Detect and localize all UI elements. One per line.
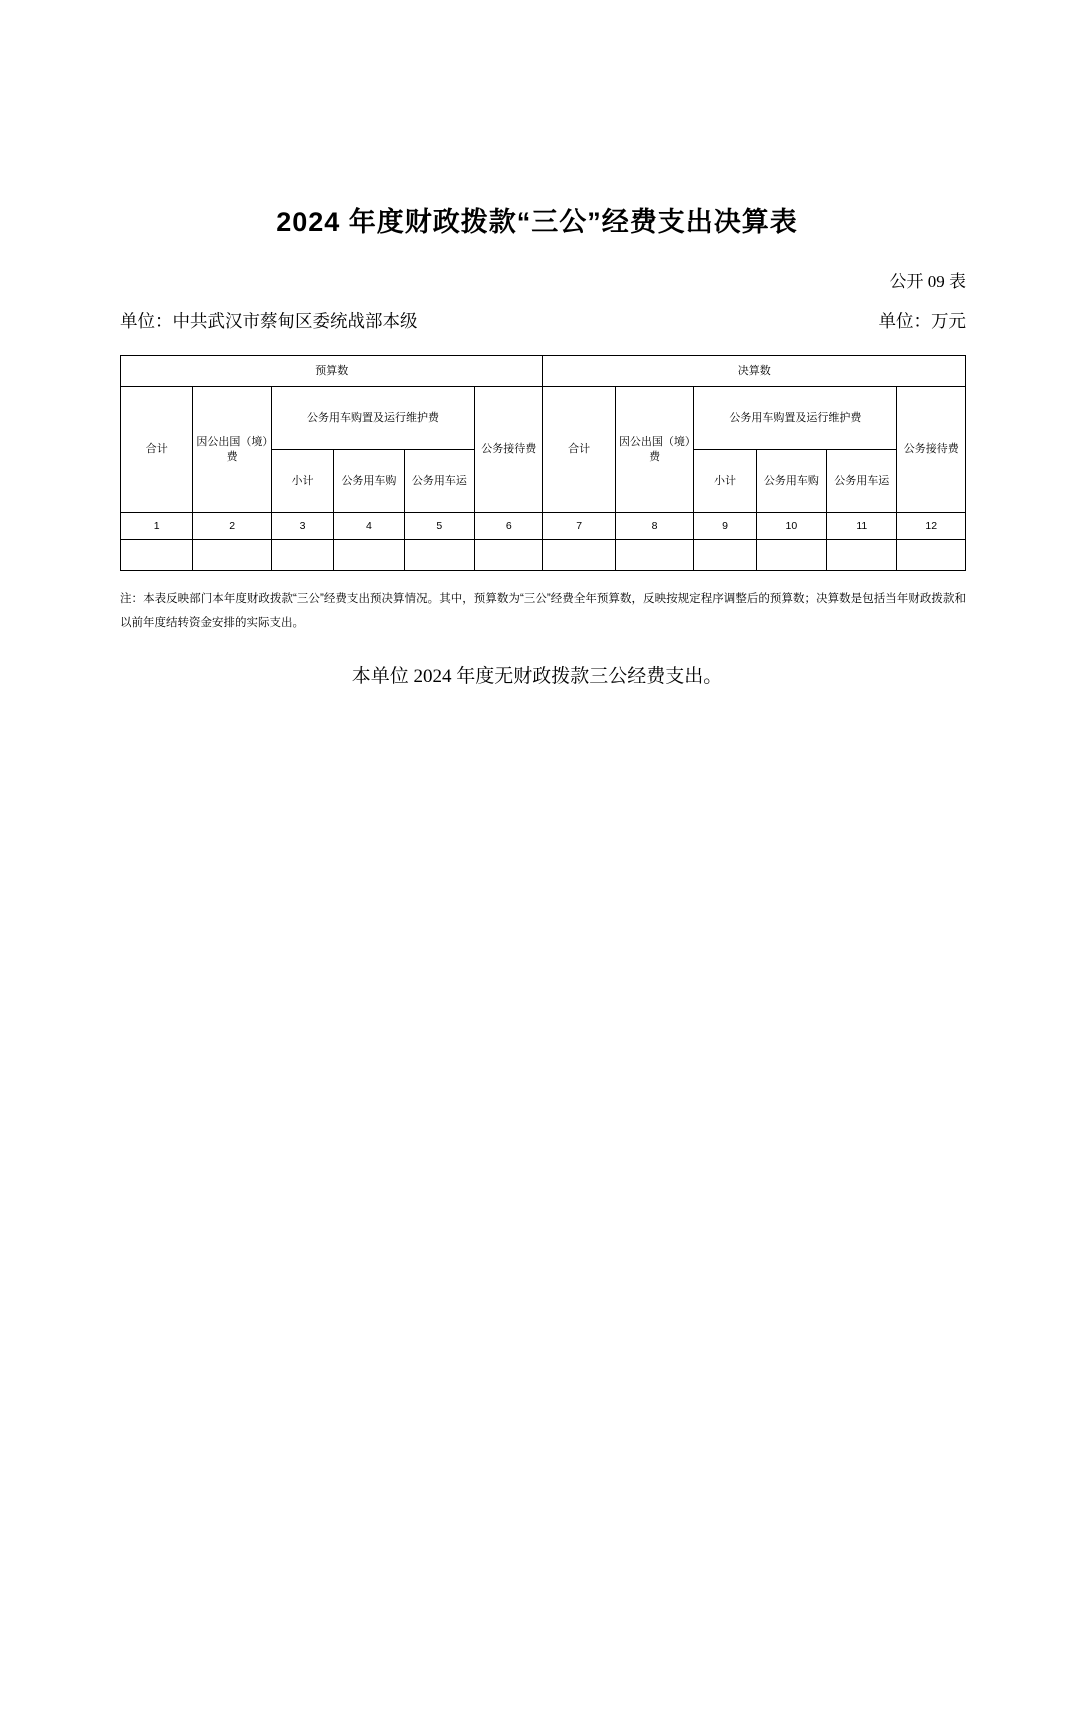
table-container	[0, 355, 1074, 571]
column-number: 8	[615, 513, 693, 540]
column-number: 4	[334, 513, 404, 540]
table-row	[121, 540, 966, 571]
header-budget-vehicle-group: 公务用车购置及运行维护费	[271, 387, 474, 450]
header-final-reception: 公务接待费	[897, 387, 966, 513]
summary-statement: 本单位 2024 年度无财政拨款三公经费支出。	[351, 666, 723, 688]
header-final-vehicle-operation: 公务用车运	[827, 450, 897, 513]
header-budget-abroad: 因公出国（境）费	[193, 387, 271, 513]
expenditure-table	[120, 355, 966, 571]
header-final-vehicle-sub: 小计	[694, 450, 756, 513]
table-cell	[271, 540, 333, 571]
group-header-budget: 预算数	[121, 356, 543, 387]
table-cell	[193, 540, 271, 571]
column-number: 1	[121, 513, 193, 540]
table-cell	[334, 540, 404, 571]
column-number: 9	[694, 513, 756, 540]
header-final-abroad: 因公出国（境）费	[615, 387, 693, 513]
form-code: 公开 09 表	[889, 272, 966, 291]
column-number-row	[121, 513, 966, 540]
group-header-row	[121, 356, 966, 387]
table-cell	[694, 540, 756, 571]
column-number: 11	[827, 513, 897, 540]
table-cell	[756, 540, 826, 571]
table-cell	[615, 540, 693, 571]
table-cell	[543, 540, 615, 571]
unit-label: 单位：中共武汉市蔡甸区委统战部本级	[120, 311, 418, 331]
header-budget-vehicle-operation: 公务用车运	[404, 450, 474, 513]
column-header-row	[121, 387, 966, 450]
table-cell	[404, 540, 474, 571]
table-cell	[897, 540, 966, 571]
column-number: 3	[271, 513, 333, 540]
header-budget-vehicle-purchase: 公务用车购	[334, 450, 404, 513]
header-budget-vehicle-sub: 小计	[271, 450, 333, 513]
group-header-final: 决算数	[543, 356, 966, 387]
table-note: 注：本表反映部门本年度财政拨款“三公”经费支出预决算情况。其中，预算数为“三公”经费全年预算数，反映按规定程序调整后的预算数；决算数是包括当年财政拨款和以前年度结转资金安排的实际支出。	[120, 593, 966, 630]
meta-row	[0, 308, 1074, 333]
header-final-vehicle-purchase: 公务用车购	[756, 450, 826, 513]
table-cell	[121, 540, 193, 571]
column-number: 5	[404, 513, 474, 540]
column-number: 12	[897, 513, 966, 540]
page-title: 2024 年度财政拨款“三公”经费支出决算表	[276, 207, 798, 237]
header-budget-total: 合计	[121, 387, 193, 513]
document-page	[0, 200, 1074, 1720]
column-number: 10	[756, 513, 826, 540]
header-final-total: 合计	[543, 387, 615, 513]
header-budget-reception: 公务接待费	[475, 387, 543, 513]
column-number: 7	[543, 513, 615, 540]
column-number: 6	[475, 513, 543, 540]
table-cell	[827, 540, 897, 571]
header-final-vehicle-group: 公务用车购置及运行维护费	[694, 387, 897, 450]
column-number: 2	[193, 513, 271, 540]
amount-unit-label: 单位：万元	[878, 311, 966, 331]
table-cell	[475, 540, 543, 571]
